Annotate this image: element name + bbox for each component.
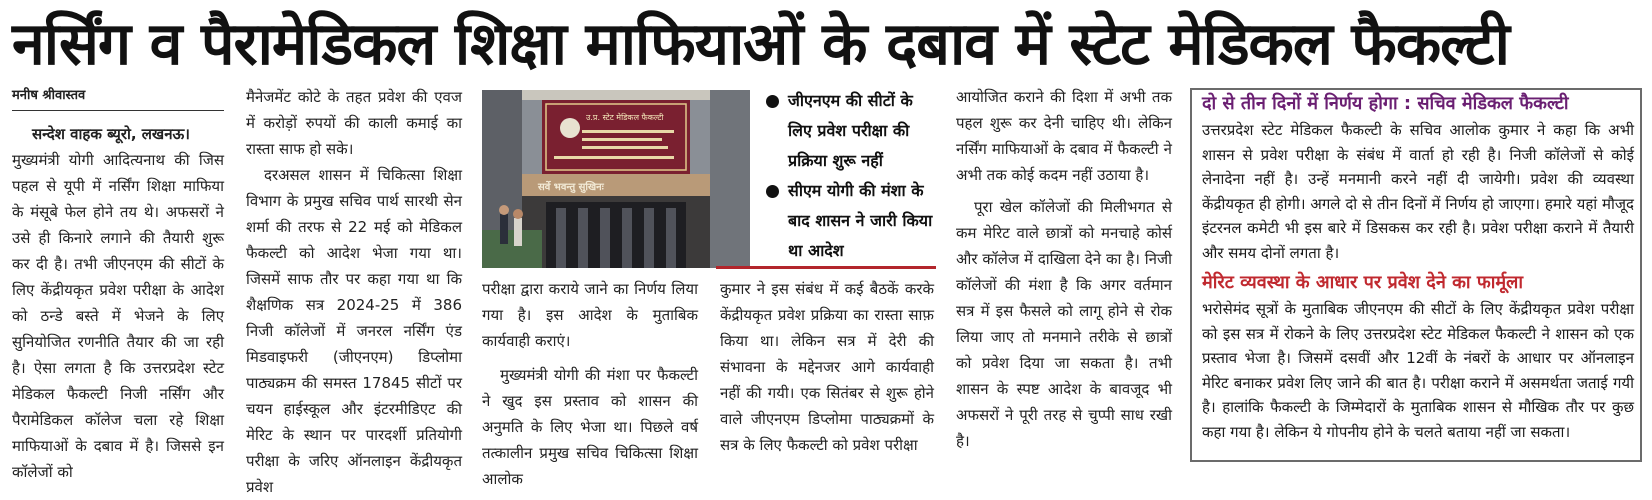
column-3 — [482, 276, 698, 488]
sidebox-body-1: उत्तरप्रदेश स्टेट मेडिकल फैकल्टी के सचिव आलोक कुमार ने कहा कि अभी शासन से प्रवेश परीक्षा के संबंध में वार्ता हो रही है। निजी कॉलेजों से कोई लेनादेना नहीं है। उन्हें मनमानी करने नहीं दी जायेगी। प्रवेश की व्यवस्था केंद्रीयकृत ही होगी। अगले दो से तीन दिनों में निर्णय हो जाएगा। हमारे यहां मौजूद इंटरनल कमेटी भी इस बारे में डिसकस कर रही है। प्रवेश परीक्षा कराने में तैयारी और समय दोनों लगता है। — [1202, 121, 1634, 262]
sidebox-body-2: भरोसेमंद सूत्रों के मुताबिक जीएनएम की सीटों के लिए केंद्रीयकृत प्रवेश परीक्षा को इस सत्र में रोकने के लिए उत्तरप्रदेश स्टेट मेडिकल फैकल्टी ने शासन को एक प्रस्ताव भेजा है। जिसमें दसवीं और 12वीं के नंबरों के आधार पर ऑनलाइन मेरिट बनाकर प्रवेश लिए जाने की बात है। परीक्षा कराने में असमर्थता जताई गयी है। हालांकि फैकल्टी के जिम्मेदारों के मुताबिक शासन से मौखिक तौर पर कुछ कहा गया है। लेकिन ये गोपनीय होने के चलते बताया नहीं जा सकता। — [1202, 300, 1634, 441]
column-5-paragraph-1: आयोजित कराने की दिशा में अभी तक पहल शुरू कर देनी चाहिए थी। लेकिन नर्सिंग माफियाओं के दबाव में फैकल्टी ने अभी तक कोई कदम नहीं उठाया है। — [956, 88, 1172, 184]
sidebox-subhead-2: मेरिट व्यवस्था के आधार पर प्रवेश देने का फार्मूला — [1202, 272, 1523, 293]
column-2-paragraph-2: दरअसल शासन में चिकित्सा शिक्षा विभाग के प्रमुख सचिव पार्थ सारथी सेन शर्मा की तरफ से 22 मई को मेडिकल फैकल्टी को आदेश भेजा गया था। जिसमें साफ तौर पर कहा गया था कि शैक्षणिक सत्र 2024-25 में 386 निजी कॉलेजों में जनरल नर्सिंग एंड मिडवाइफरी (जीएनएम) डिप्लोमा पाठ्यक्रम की समस्त 17845 सीटों पर चयन हाईस्कूल और इंटरमीडिएट की मेरिट के स्थान पर पारदर्शी प्रतियोगी परीक्षा के जरिए ऑनलाइन केंद्रीयकृत प्रवेश — [246, 166, 462, 496]
column-5-paragraph-2: पूरा खेल कॉलेजों की मिलीभगत से कम मेरिट वाले छात्रों को मनचाहे कोर्स और कॉलेज में दाखिला देने का है। निजी कॉलेजों की मंशा है कि अगर वर्तमान सत्र में इस फैसले को लागू होने से रोक लिया जाए तो मनमाने तरीके से छात्रों को प्रवेश दिया जा सकता है। तभी शासन के स्पष्ट आदेश के बावजूद भी अफसरों ने पूरी तरह से चुप्पी साध रखी है। — [956, 198, 1172, 450]
headline: नर्सिंग व पैरामेडिकल शिक्षा माफियाओं के दबाव में स्टेट मेडिकल फैकल्टी — [12, 9, 1509, 78]
byline: मनीष श्रीवास्तव — [12, 84, 224, 111]
column-2 — [246, 84, 462, 496]
bullet-icon — [766, 95, 779, 108]
column-2-paragraph-1: मैनेजमेंट कोटे के तहत प्रवेश की एवज में करोड़ों रुपयों की काली कमाई का रास्ता साफ हो सके। — [246, 88, 462, 158]
red-divider — [716, 266, 936, 269]
bullet-icon — [766, 185, 779, 198]
highlights-box — [766, 86, 934, 266]
photo-motto: सर्वे भवन्तु सुखिनः — [538, 182, 604, 193]
column-1-text: मुख्यमंत्री योगी आदित्यनाथ की जिस पहल से यूपी में नर्सिंग शिक्षा माफिया के मंसूबे फेल होने तय थे। अफसरों ने उसे ही किनारे लगाने की तैयारी शुरू कर दी है। तभी जीएनएम की सीटों के लिए केंद्रीयकृत प्रवेश परीक्षा के आदेश को ठन्डे बस्ते में भेजने के लिए सुनियोजित रणनीति तैयार की जा रही है। ऐसा लगता है कि उत्तरप्रदेश स्टेट मेडिकल फैकल्टी निजी नर्सिंग और पैरामेडिकल कॉलेज चला रहे शिक्षा माफियाओं के दबाव में है। जिससे इन कॉलेजों को — [12, 151, 224, 481]
column-1 — [12, 84, 224, 481]
sidebar-box — [1190, 88, 1642, 462]
column-4-text: कुमार ने इस संबंध में कई बैठकें करके केंद्रीयकृत प्रवेश प्रक्रिया का रास्ता साफ़ किया था। लेकिन सत्र में देरी की संभावना के मद्देनजर आगे कार्यवाही नहीं की गयी। एक सितंबर से शुरू होने वाले जीएनएम डिप्लोमा पाठ्यक्रमों के सत्र के लिए फैकल्टी को प्रवेश परीक्षा — [720, 280, 934, 454]
column-3-paragraph-2: मुख्यमंत्री योगी की मंशा पर फैकल्टी ने खुद इस प्रस्ताव को शासन की अनुमति के लिए भेजा था। पिछले वर्ष तत्कालीन प्रमुख सचिव चिकित्सा शिक्षा आलोक — [482, 366, 698, 488]
column-5 — [956, 84, 1172, 464]
dateline: सन्देश वाहक ब्यूरो, लखनऊ। — [32, 125, 190, 143]
building-photo-image — [482, 90, 750, 268]
column-4 — [720, 276, 934, 464]
column-3-paragraph-1: परीक्षा द्वारा कराये जाने का निर्णय लिया गया है। इस आदेश के मुताबिक कार्यवाही कराएं। — [482, 280, 698, 350]
highlight-item — [766, 86, 934, 176]
photo-banner-text: उ.प्र. स्टेट मेडिकल फैकल्टी — [586, 113, 664, 122]
highlight-text: सीएम योगी की मंशा के बाद शासन ने जारी किया था आदेश — [788, 181, 933, 260]
highlight-text: जीएनएम की सीटों के लिए प्रवेश परीक्षा की प्रक्रिया शुरू नहीं — [788, 91, 913, 170]
building-photo — [482, 90, 750, 268]
sidebox-subhead-1: दो से तीन दिनों में निर्णय होगा : सचिव मेडिकल फैकल्टी — [1202, 93, 1569, 114]
highlight-item — [766, 176, 934, 266]
